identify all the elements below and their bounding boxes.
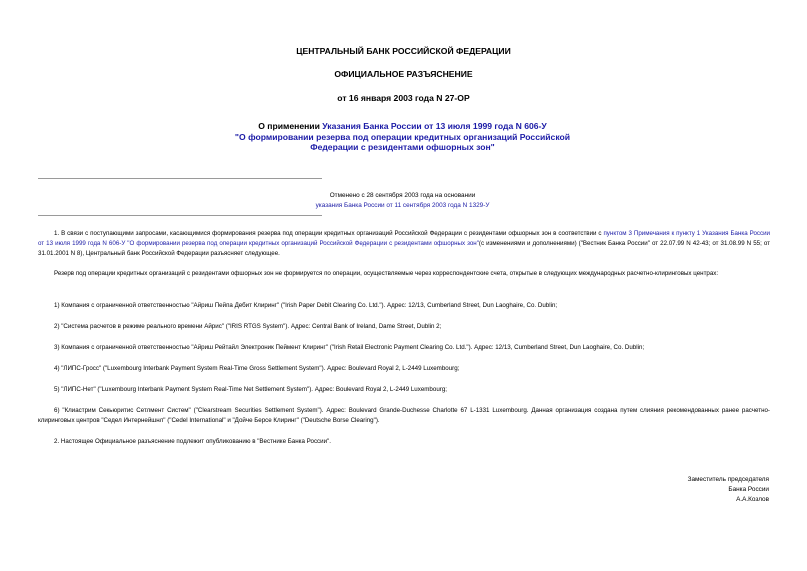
- divider-bottom: [38, 215, 322, 216]
- list-item: 1) Компания с ограниченной ответственностью "Айриш Пейпа Дебит Клиринг" ("Irish Paper Debit Clearing Co. Ltd."). Адрес: 12/13, Cumberland Street, Dun Laoghaire, Co. Dublin;: [54, 302, 558, 309]
- cancellation-note: [220, 191, 585, 211]
- title-prefix: О применении: [258, 121, 323, 131]
- paragraph-1-tail: (с изменениями и дополнениями) ("Вестник Банка России" от 22.07.99 N 42-43; от 31.08.99 N 55; от 31.01.2001 N 8), Центральный банк Российской Федерации разъясняет следующее.: [38, 240, 770, 257]
- signature-block: [569, 475, 769, 505]
- signature-name: А.А.Козлов: [736, 496, 769, 503]
- title-quoted-name: "О формировании резерва под операции кредитных организаций Российской Федерации с резидентами офшорных зон": [234, 131, 571, 152]
- document-type-heading: ОФИЦИАЛЬНОЕ РАЗЪЯСНЕНИЕ: [334, 69, 473, 79]
- paragraph-2: Резерв под операции кредитных организаций с резидентами офшорных зон не формируется по операции, осуществляемые через корреспондентские счета, открытые в следующих международных расчетно-клиринговых центрах:: [54, 270, 719, 277]
- document-title: [220, 121, 585, 153]
- document-date-number: от 16 января 2003 года N 27-ОР: [337, 93, 470, 103]
- bank-name-heading: ЦЕНТРАЛЬНЫЙ БАНК РОССИЙСКОЙ ФЕДЕРАЦИИ: [296, 46, 511, 56]
- list-item: 6) "Клиастрим Секьюритис Сетлмент Систем" ("Clearstream Securities Settlement System"). Адрес: Boulevard Grande-Duchesse Charlotte 67 L-1331 Luxembourg. Данная организация создана путем слияния рекомендованных ранее расчетно-клиринговых центров "Седел Интернейшнл" ("Cedel International" и "Дойче Берсе Клиринг" ("Deutsche Borse Clearing").: [38, 407, 770, 424]
- list-item: 2) "Система расчетов в режиме реального времени Айрис" ("IRIS RTGS System"). Адрес: Central Bank of Ireland, Dame Street, Dublin 2;: [54, 323, 442, 330]
- title-link-ukazanie-606u[interactable]: Указания Банка России от 13 июля 1999 года N 606-У: [322, 121, 547, 131]
- cancellation-text: Отменено с 28 сентября 2003 года на основании: [329, 192, 476, 199]
- paragraph-1-link[interactable]: пунктом 3 Примечания к пункту 1 Указания Банка России от 13 июля 1999 года N 606-У "О формировании резерва под операции кредитных организаций Российской Федерации с резидентами офшорных зон": [38, 230, 770, 247]
- paragraph-1: [38, 229, 770, 259]
- signature-position: Заместитель председателя: [687, 476, 769, 483]
- divider-top: [38, 178, 322, 179]
- paragraph-1-intro: 1. В связи с поступающими запросами, касающимися формирования резерва под операции кредитных организаций Российской Федерации с резидентами офшорных зон в соответствии с: [54, 230, 604, 237]
- cancellation-link-1329u[interactable]: указания Банка России от 11 сентября 2003 года N 1329-У: [315, 202, 490, 209]
- list-item: 4) "ЛИПС-Гросс" ("Luxembourg Interbank Payment System Real-Time Gross Settlement System"). Адрес: Boulevard Royal 2, L-2449 Luxembourg;: [54, 365, 460, 372]
- list-item: 5) "ЛИПС-Нет" ("Luxembourg Interbank Payment System Real-Time Net Settlement System"). Адрес: Boulevard Royal 2, L-2449 Luxembourg;: [54, 386, 447, 393]
- list-item: 3) Компания с ограниченной ответственностью "Айриш Рейтайл Электроник Пеймент Клиринг" ("Irish Retail Electronic Payment Clearing Co. Ltd."). Адрес: 12/13, Cumberland Street, Dun Laoghaire, Co. Dublin;: [54, 344, 645, 351]
- signature-organization: Банка России: [728, 486, 769, 493]
- paragraph-3: 2. Настоящее Официальное разъяснение подлежит опубликованию в "Вестнике Банка России".: [54, 438, 331, 445]
